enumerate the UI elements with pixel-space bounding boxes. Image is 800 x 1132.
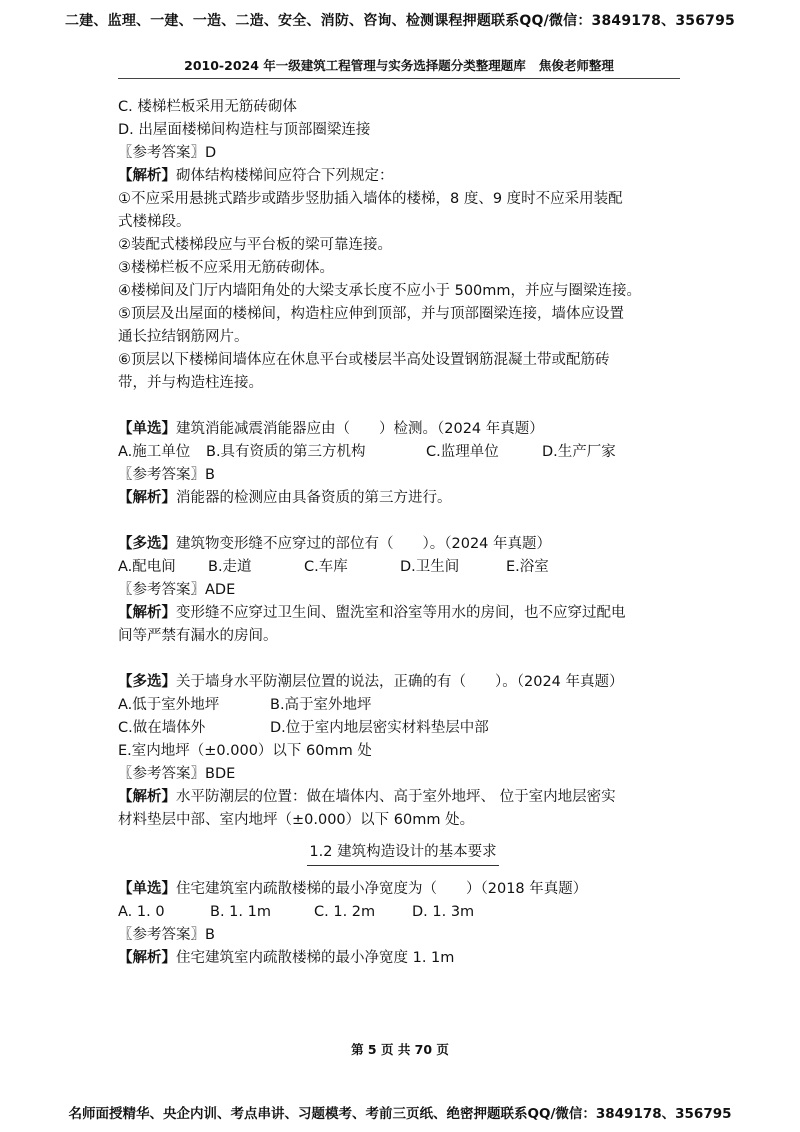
question-type-tag: 【多选】	[118, 674, 176, 690]
answer: 〖参考答案〗B	[118, 927, 215, 943]
option-c: C. 楼梯栏板采用无筋砖砌体	[118, 99, 297, 115]
analysis-tag: 【解析】	[118, 950, 176, 966]
analysis-tag: 【解析】	[118, 168, 176, 184]
section-heading: 1.2 建筑构造设计的基本要求	[118, 841, 688, 866]
option-c: C.车库	[304, 559, 348, 575]
option-c: C.做在墙体外	[118, 720, 206, 736]
option-d: D. 出屋面楼梯间构造柱与顶部圈梁连接	[118, 122, 371, 138]
analysis-line: 【解析】水平防潮层的位置：做在墙体内、高于室外地坪、 位于室内地层密实	[118, 789, 616, 805]
option-c: C.监理单位	[426, 444, 499, 460]
option-e: E.室内地坪（±0.000）以下 60mm 处	[118, 743, 372, 759]
analysis-line: ④楼梯间及门厅内墙阳角处的大梁支承长度不应小于 500mm，并应与圈梁连接。	[118, 283, 642, 299]
analysis-line: 带，并与构造柱连接。	[118, 375, 263, 391]
option-b: B.高于室外地坪	[270, 697, 372, 713]
page-number: 第 5 页 共 70 页	[351, 1042, 449, 1057]
header-author: 焦俊老师整理	[538, 58, 614, 73]
answer: 〖参考答案〗ADE	[118, 582, 236, 598]
header-title: 2010-2024 年一级建筑工程管理与实务选择题分类整理题库	[184, 58, 526, 73]
option-c: C. 1. 2m	[314, 904, 376, 920]
option-a: A.施工单位	[118, 444, 191, 460]
question-stem: 【多选】关于墙身水平防潮层位置的说法，正确的有（ ）。（2024 年真题）	[118, 674, 624, 690]
header-divider	[118, 78, 680, 79]
question-type-tag: 【多选】	[118, 536, 176, 552]
question-stem: 【单选】建筑消能减震消能器应由（ ）检测。（2024 年真题）	[118, 421, 544, 437]
option-a: A. 1. 0	[118, 904, 165, 920]
option-b: B.具有资质的第三方机构	[206, 444, 366, 460]
answer: 〖参考答案〗B	[118, 467, 215, 483]
option-b: B. 1. 1m	[210, 904, 271, 920]
analysis-tag: 【解析】	[118, 789, 176, 805]
option-d: D. 1. 3m	[412, 904, 475, 920]
analysis-line: 材料垫层中部、室内地坪（±0.000）以下 60mm 处。	[118, 812, 475, 828]
question-type-tag: 【单选】	[118, 421, 176, 437]
answer: 〖参考答案〗BDE	[118, 766, 236, 782]
option-d: D.位于室内地层密实材料垫层中部	[270, 720, 489, 736]
analysis-line: 通长拉结钢筋网片。	[118, 329, 249, 345]
option-d: D.卫生间	[400, 559, 460, 575]
analysis-line: 【解析】变形缝不应穿过卫生间、盥洗室和浴室等用水的房间，也不应穿过配电	[118, 605, 626, 621]
analysis-line: ③楼梯栏板不应采用无筋砖砌体。	[118, 260, 334, 276]
analysis-tag: 【解析】	[118, 605, 176, 621]
analysis-line: 【解析】砌体结构楼梯间应符合下列规定：	[118, 168, 394, 184]
question-options	[118, 556, 688, 579]
question-options	[118, 717, 688, 740]
option-d: D.生产厂家	[542, 444, 616, 460]
option-a: A.配电间	[118, 559, 176, 575]
question-options	[118, 901, 688, 924]
option-b: B.走道	[208, 559, 252, 575]
top-contact-banner: 二建、监理、一建、一造、二造、安全、消防、咨询、检测课程押题联系QQ/微信：3849178、356795	[65, 13, 735, 29]
option-a: A.低于室外地坪	[118, 697, 220, 713]
analysis-tag: 【解析】	[118, 490, 176, 506]
question-stem: 【单选】住宅建筑室内疏散楼梯的最小净宽度为（ ）（2018 年真题）	[118, 881, 588, 897]
question-type-tag: 【单选】	[118, 881, 176, 897]
analysis-line: 式楼梯段。	[118, 214, 191, 230]
analysis-line: ⑤顶层及出屋面的楼梯间，构造柱应伸到顶部，并与顶部圈梁连接，墙体应设置	[118, 306, 624, 322]
analysis-line: ②装配式楼梯段应与平台板的梁可靠连接。	[118, 237, 392, 253]
question-options	[118, 694, 688, 717]
document-header	[118, 56, 680, 74]
question-stem: 【多选】建筑物变形缝不应穿过的部位有（ ）。（2024 年真题）	[118, 536, 552, 552]
option-e: E.浴室	[506, 559, 549, 575]
answer: 〖参考答案〗D	[118, 145, 217, 161]
analysis-line: 【解析】住宅建筑室内疏散楼梯的最小净宽度 1. 1m	[118, 950, 455, 966]
page-content	[118, 96, 688, 970]
analysis-line: 间等严禁有漏水的房间。	[118, 628, 278, 644]
question-options	[118, 441, 688, 464]
analysis-line: ⑥顶层以下楼梯间墙体应在休息平台或楼层半高处设置钢筋混凝土带或配筋砖	[118, 352, 610, 368]
analysis-line: 【解析】消能器的检测应由具备资质的第三方进行。	[118, 490, 452, 506]
analysis-line: ①不应采用悬挑式踏步或踏步竖肋插入墙体的楼梯，8 度、9 度时不应采用装配	[118, 191, 623, 207]
bottom-contact-banner: 名师面授精华、央企内训、考点串讲、习题模考、考前三页纸、绝密押题联系QQ/微信：3849178、356795	[68, 1106, 732, 1122]
